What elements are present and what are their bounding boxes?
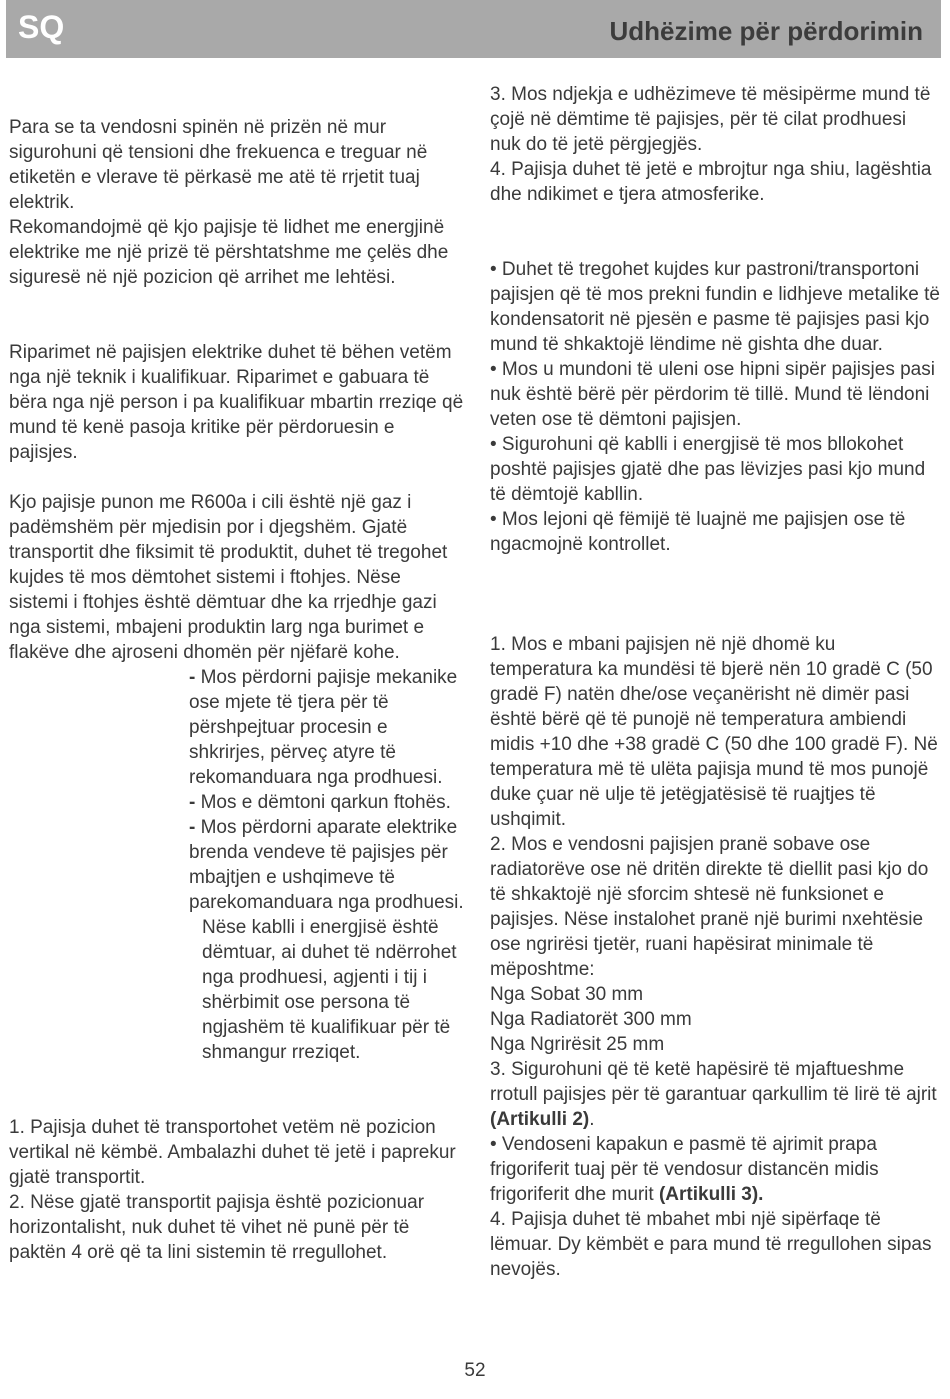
warning-cable: Nëse kablli i energjisë është dëmtuar, ai duhet të ndërrohet nga prodhuesi, agjenti i tij i shërbimit ose persona të ngjashëm të kualifikuar për të shmangur rreziqet. bbox=[202, 917, 462, 1063]
distance-freezers: Nga Ngrirësit 25 mm bbox=[490, 1034, 665, 1055]
article-3-ref: (Artikulli 3). bbox=[658, 1184, 764, 1205]
transport-item-1: 1. Pajisja duhet të transportohet vetëm në pozicion vertikal në këmbë. Ambalazhi duhet të jetë i paprekur gjatë transportit. bbox=[9, 1117, 462, 1188]
distance-stoves: Nga Sobat 30 mm bbox=[490, 984, 644, 1005]
header-title: Udhëzime për përdorimin bbox=[609, 16, 923, 46]
bullet-cable: • Sigurohuni që kablli i energjisë të mos bllokohet poshtë pajisjes gjatë dhe pas lëvizjes pasi kjo mund të dëmtojë kabllin. bbox=[490, 434, 931, 505]
paragraph-power-socket: Rekomandojmë që kjo pajisje të lidhet me energjinë elektrike me një prizë të përshtatshme me çelës dhe siguresë në një pozicion që arrihet me lehtësi. bbox=[9, 217, 454, 288]
transport-item-2: 2. Nëse gjatë transportit pajisja është pozicionuar horizontalisht, nuk duhet të vihet në punë për të paktën 4 orë që ta lini sistemin të rregullohet. bbox=[9, 1192, 430, 1263]
warning-defrost bbox=[9, 665, 464, 790]
warning-appliances bbox=[9, 815, 464, 915]
page-header bbox=[6, 0, 941, 58]
paragraph-refrigerant: Kjo pajisje punon me R600a i cili është një gaz i padëmshëm për mjedisin por i djegshëm. Gjatë transportit dhe fiksimit të produktit, duhet të tregohet kujdes të mos dëmtohet sistemi i ftohjes. Nëse sistemi i ftohjes është dëmtuar dhe ka rrjedhje gazi nga sistemi, mbajeni produktin larg nga burimet e flakëve dhe ajroseni dhomën për njëfarë kohe. bbox=[9, 492, 453, 663]
install-item-3 bbox=[490, 1057, 940, 1132]
right-column bbox=[490, 82, 946, 1282]
install-item-1: 1. Mos e mbani pajisjen në një dhomë ku temperatura ka mundësi të bjerë nën 10 gradë C (50 gradë F) natën dhe/ose veçanërisht në dimër pasi është bërë që të punojë në temperatura ambiendi midis +10 dhe +38 gradë C (50 dhe 100 gradë F). Në temperatura më të ulëta pajisja mund të mos punojë duke çuar në ulje të jetëgjatësisë të ruajtjes të ushqimit. bbox=[490, 634, 944, 830]
paragraph-power-check: Para se ta vendosni spinën në prizën në mur sigurohuni që tensioni dhe frekuenca e treguar në etiketën e vlerave të përkasë me atë të rrjetit tuaj elektrik. bbox=[9, 117, 433, 213]
distance-radiators: Nga Radiatorët 300 mm bbox=[490, 1009, 692, 1030]
warning-circuit bbox=[9, 790, 464, 815]
paragraph-repairs: Riparimet në pajisjen elektrike duhet të bëhen vetëm nga një teknik i kualifikuar. Riparimet e gabuara të bëra nga një person i pa kualifikuar mbartin rreziqe që mund të kenë pasoja kritike për përdoruesin e pajisjes. bbox=[9, 342, 469, 463]
install-item-3-text: 3. Sigurohuni që të ketë hapësirë të mjaftueshme rrotull pajisjes për të garantuar qarkullim të lirë të ajrit bbox=[490, 1059, 942, 1105]
install-item-4: 4. Pajisja duhet të mbahet mbi një sipërfaqe të lëmuar. Dy këmbët e para mund të rregullohen sipas nevojës. bbox=[490, 1209, 937, 1280]
page-number: 52 bbox=[464, 1360, 486, 1381]
install-vent-cover-text: • Vendoseni kapakun e pasmë të ajrimit prapa frigoriferit tuaj për të vendosur distancën midis frigoriferit dhe murit bbox=[490, 1134, 884, 1205]
bullet-cleaning: • Duhet të tregohet kujdes kur pastroni/transportoni pajisjen që të mos prekni fundin e lidhjeve metalike të kondensatorit në pjesën e pasme të pajisjes pasi kjo mund të shkaktojë lëndime në gishta dhe duar. bbox=[490, 259, 946, 355]
warning-appliances-text: Mos përdorni aparate elektrike brenda vendeve të pajisjes për mbajtjen e ushqimeve të parekomanduara nga prodhuesi. bbox=[189, 817, 464, 913]
install-item-2: 2. Mos e vendosni pajisjen pranë sobave ose radiatorëve ose në dritën direkte të diellit pasi kjo do të shkaktojë një sforcim shtesë në funksionet e pajisjes. Nëse instalohet pranë një burimi nxehtësie ose ngrirësi tjetër, ruani hapësirat minimale të mëposhtme: bbox=[490, 834, 934, 980]
warning-defrost-text: Mos përdorni pajisje mekanike ose mjete të tjera për të përshpejtuar procesin e shkrirjes, përveç atyre të rekomanduara nga prodhuesi. bbox=[189, 667, 463, 788]
install-item-3-end: . bbox=[589, 1109, 595, 1130]
warning-dash: - bbox=[189, 817, 201, 838]
language-code: SQ bbox=[18, 9, 65, 45]
install-vent-cover bbox=[490, 1132, 940, 1207]
article-2-ref: (Artikulli 2) bbox=[490, 1109, 590, 1130]
warning-circuit-text: Mos e dëmtoni qarkun ftohës. bbox=[200, 792, 451, 813]
warning-dash: - bbox=[189, 792, 201, 813]
warning-dash: - bbox=[189, 667, 201, 688]
transport-item-3: 3. Mos ndjekja e udhëzimeve të mësipërme mund të çojë në dëmtime të pajisjes, për të cilat prodhuesi nuk do të jetë përgjegjës. bbox=[490, 84, 936, 155]
transport-item-4: 4. Pajisja duhet të jetë e mbrojtur nga shiu, lagështia dhe ndikimet e tjera atmosferike. bbox=[490, 159, 937, 205]
bullet-children: • Mos lejoni që fëmijë të luajnë me pajisjen ose të ngacmojnë kontrollet. bbox=[490, 509, 911, 555]
left-column bbox=[9, 115, 469, 1265]
bullet-sitting: • Mos u mundoni të uleni ose hipni sipër pajisjes pasi nuk është bërë për përdorim të tillë. Mund të lëndoni veten ose të dëmtoni pajisjen. bbox=[490, 359, 941, 430]
